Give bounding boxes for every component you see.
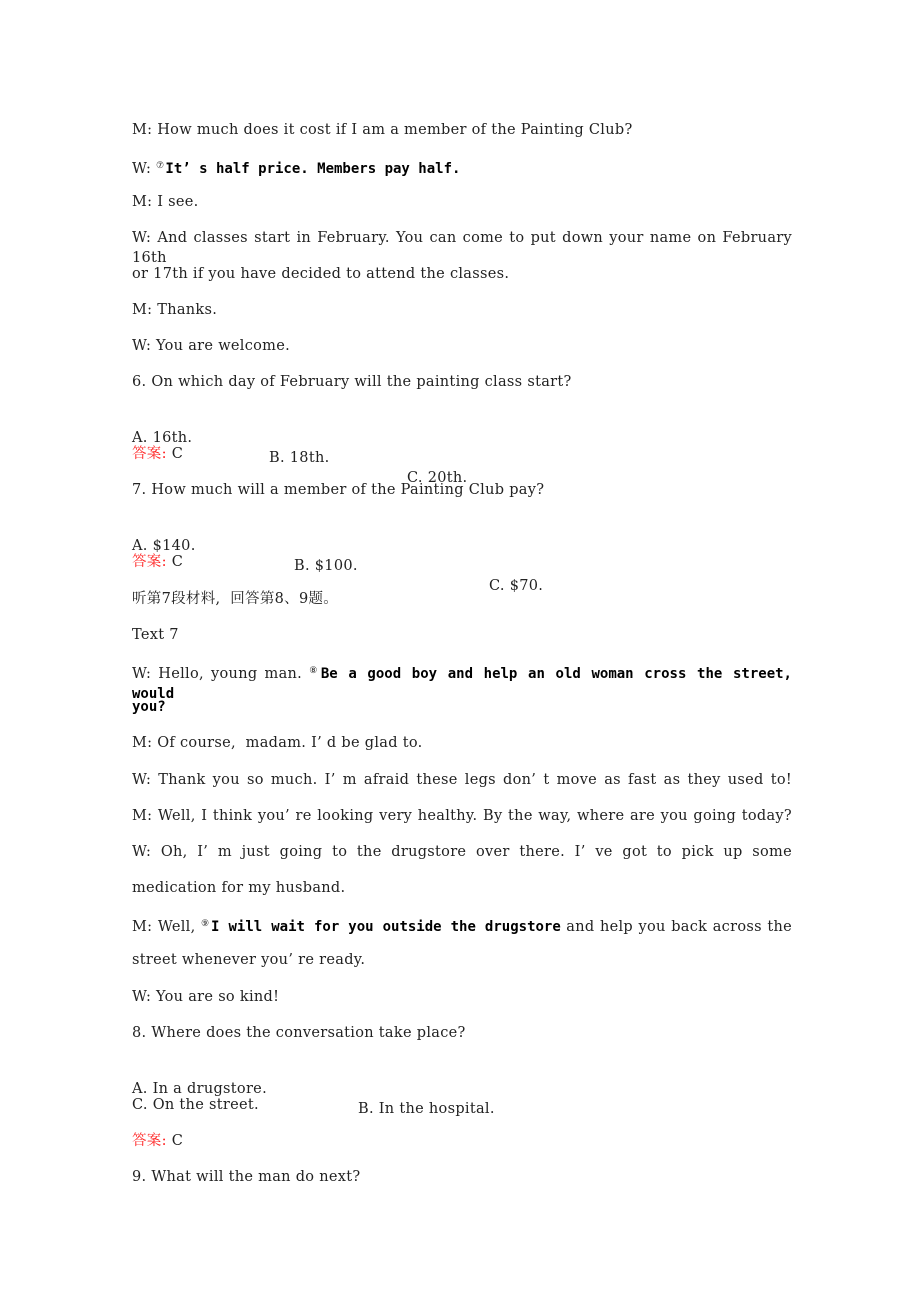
answer-line [132, 552, 792, 572]
dialogue-line: W: Thank you so much. I’ m afraid these legs don’ t move as fast as they used to! [132, 772, 792, 788]
answer-label: 答案: [132, 1133, 167, 1149]
option-c: C. 20th. [407, 470, 468, 486]
answer-label: 答案: [132, 554, 167, 570]
dialogue-line-continuation: medication for my husband. [132, 880, 346, 896]
dialogue-line [132, 914, 792, 937]
dialogue-line-continuation: street whenever you’ re ready. [132, 952, 366, 968]
dialogue-line: M: How much does it cost if I am a member of the Painting Club? [132, 122, 633, 138]
key-sentence: It’ s half price. Members pay half. [165, 161, 461, 177]
question-8: 8. Where does the conversation take place? [132, 1025, 466, 1041]
speaker-label: W: Hello, young man. [132, 666, 310, 682]
key-sentence: Be a good boy and help an old woman cross the street, would [132, 666, 792, 702]
dialogue-line: M: Thanks. [132, 302, 218, 318]
section-instruction: 听第7段材料, 回答第8、9题。 [132, 591, 339, 607]
dialogue-text: and help you back across the [560, 919, 793, 935]
option-b: B. $100. [294, 558, 358, 574]
option-c: C. On the street. [132, 1097, 259, 1113]
circled-seven-marker-icon: ⑦ [156, 161, 165, 171]
option-b: B. 18th. [269, 450, 330, 466]
option-a: A. In a drugstore. [132, 1081, 267, 1097]
answer-value: C [166, 446, 184, 462]
dialogue-line: W: You are welcome. [132, 338, 291, 354]
dialogue-line: M: Of course, madam. I’ d be glad to. [132, 735, 423, 751]
speaker-label: M: Well, [132, 919, 202, 935]
answer-label: 答案: [132, 446, 167, 462]
option-c: C. $70. [489, 578, 544, 594]
answer-value: C [166, 1133, 184, 1149]
dialogue-line: W: Oh, I’ m just going to the drugstore over there. I’ ve got to pick up some [132, 844, 792, 860]
answer-line [132, 1131, 792, 1151]
option-a: A. $140. [132, 538, 196, 554]
question-6: 6. On which day of February will the painting class start? [132, 374, 572, 390]
dialogue-line: M: Well, I think you’ re looking very healthy. By the way, where are you going today? [132, 808, 792, 824]
question-7: 7. How much will a member of the Painting Club pay? [132, 482, 545, 498]
key-sentence: I will wait for you outside the drugstore [211, 919, 561, 935]
text-title: Text 7 [132, 627, 179, 643]
answer-line [132, 444, 792, 464]
question-9: 9. What will the man do next? [132, 1169, 361, 1185]
dialogue-line-continuation [132, 697, 792, 717]
dialogue-line: W: You are so kind! [132, 989, 280, 1005]
dialogue-line-continuation: or 17th if you have decided to attend the classes. [132, 266, 510, 282]
dialogue-line: W: And classes start in February. You can come to put down your name on February 16th [132, 230, 792, 266]
answer-value: C [166, 554, 184, 570]
dialogue-line [132, 156, 792, 179]
option-b: B. In the hospital. [358, 1101, 495, 1117]
circled-eight-marker-icon: ⑧ [309, 666, 320, 676]
speaker-label: W: [132, 161, 157, 177]
option-a: A. 16th. [132, 430, 193, 446]
key-sentence: you? [132, 699, 166, 715]
circled-nine-marker-icon: ⑨ [201, 919, 211, 929]
dialogue-line: M: I see. [132, 194, 199, 210]
